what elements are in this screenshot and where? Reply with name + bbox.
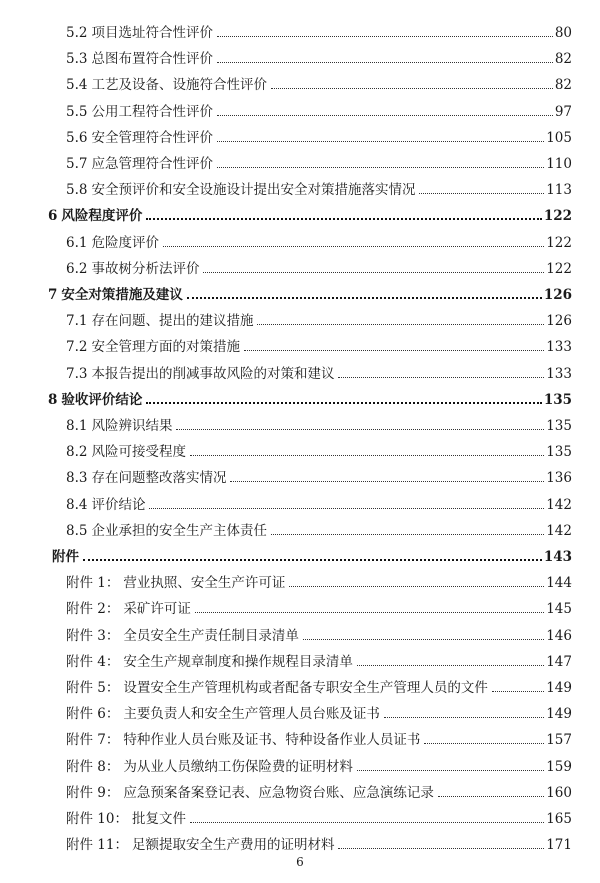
toc-leader-dots [257,323,544,325]
toc-leader-dots [146,217,541,220]
toc-entry-number: 附件 8： [66,758,120,775]
toc-entry-title: 企业承担的安全生产主体责任 [91,522,267,539]
toc-entry-number: 8.5 [66,522,88,539]
toc-entry-number: 7.3 [66,365,88,382]
toc-leader-dots [492,690,544,692]
toc-entry[interactable] [0,469,600,487]
toc-entry-page: 122 [546,260,572,277]
toc-entry-number: 5.8 [66,182,88,199]
toc-entry-number: 附件 7： [66,732,120,749]
toc-entry-title: 安全管理符合性评价 [91,129,213,146]
toc-entry-page: 143 [543,549,572,565]
toc-entry-number: 8.1 [66,418,88,434]
toc-entry[interactable] [0,24,600,42]
toc-entry[interactable] [0,443,600,461]
toc-entry[interactable] [0,155,600,173]
toc-leader-dots [176,428,544,430]
toc-entry-title: 风险可接受程度 [91,444,186,461]
toc-entry[interactable] [0,784,600,802]
toc-entry-title: 主要负责人和安全生产管理人员台账及证书 [123,706,380,723]
toc-entry-page: 142 [546,522,572,539]
toc-entry-title: 事故树分析法评价 [91,260,200,277]
toc-entry-number: 附件 6： [66,706,120,723]
toc-leader-dots [357,769,544,771]
toc-entry-page: 146 [546,627,572,644]
toc-entry-number: 8.4 [66,496,88,513]
toc-entry[interactable] [0,836,600,854]
toc-leader-dots [149,507,544,509]
toc-entry[interactable] [0,391,600,409]
toc-entry-title: 特种作业人员台账及证书、特种设备作业人员证书 [123,732,421,749]
toc-entry-page: 147 [546,653,572,670]
toc-entry[interactable] [0,234,600,252]
toc-entry[interactable] [0,496,600,514]
toc-leader-dots [190,454,544,456]
toc-entry-page: 136 [546,470,572,487]
toc-entry[interactable] [0,731,600,749]
toc-entry-number: 6.2 [66,260,88,277]
page-number: 6 [296,855,304,869]
toc-entry-page: 122 [546,234,572,251]
toc-entry-page: 149 [546,680,572,696]
toc-leader-dots [230,480,544,482]
toc-leader-dots [289,585,544,587]
toc-entry-number: 5.4 [66,77,88,94]
toc-entry-title: 存在问题、提出的建议措施 [91,313,254,330]
toc-entry-page: 135 [546,444,572,461]
toc-entry-page: 126 [543,287,572,303]
toc-entry-title: 应急预案备案登记表、应急物资台账、应急演练记录 [123,784,434,801]
toc-entry-number: 5.6 [66,129,88,146]
toc-entry-page: 144 [546,575,572,592]
toc-entry[interactable] [0,600,600,618]
toc-entry-title: 本报告提出的削减事故风险的对策和建议 [91,365,335,382]
toc-entry[interactable] [0,705,600,723]
toc-entry-page: 135 [546,418,572,434]
toc-entry-title: 风险辨识结果 [91,418,173,434]
toc-entry-title: 安全生产规章制度和操作规程目录清单 [123,653,353,670]
toc-entry-number: 5.3 [66,51,88,68]
toc-entry-title: 风险程度评价 [61,208,143,225]
toc-entry[interactable] [0,522,600,540]
toc-entry[interactable] [0,286,600,304]
toc-entry-page: 82 [554,51,572,68]
toc-entry-title: 营业执照、安全生产许可证 [123,575,286,592]
toc-entry-number: 5.2 [66,25,88,41]
toc-entry-page: 122 [543,208,572,225]
toc-entry-title: 安全管理方面的对策措施 [91,339,240,356]
toc-entry-page: 110 [546,156,572,172]
toc-entry-page: 105 [546,129,572,146]
toc-entry-number: 5.5 [66,103,88,120]
toc-entry-title: 危险度评价 [91,234,159,251]
toc-entry[interactable] [0,679,600,697]
toc-entry-page: 145 [546,601,572,618]
toc-entry-title: 存在问题整改落实情况 [91,470,227,487]
toc-entry-title: 批复文件 [131,811,186,827]
toc-entry[interactable] [0,181,600,199]
toc-entry-title: 足额提取安全生产费用的证明材料 [131,837,335,854]
toc-entry[interactable] [0,76,600,94]
toc-leader-dots [195,611,544,613]
toc-entry-title: 工艺及设备、设施符合性评价 [91,77,267,94]
toc-entry-number: 8 [48,391,58,408]
toc-entry-title: 安全预评价和安全设施设计提出安全对策措施落实情况 [91,182,416,199]
toc-entry-number: 5.7 [66,156,88,172]
toc-entry[interactable] [0,207,600,225]
toc-entry[interactable] [0,417,600,435]
toc-leader-dots [217,61,553,63]
toc-leader-dots [146,401,541,404]
toc-entry-title: 评价结论 [91,496,146,513]
toc-leader-dots [217,35,553,37]
toc-entry[interactable] [0,548,600,566]
toc-entry-page: 142 [546,496,572,513]
toc-entry-number: 8.3 [66,470,88,487]
toc-leader-dots [338,847,544,849]
toc-entry-title: 公用工程符合性评价 [91,103,213,120]
toc-entry-page: 126 [546,313,572,330]
toc-entry-title: 应急管理符合性评价 [91,156,213,172]
toc-entry-title: 验收评价结论 [61,391,143,408]
toc-entry-page: 113 [546,182,572,199]
toc-entry-number: 附件 3： [66,627,120,644]
toc-entry-number: 7 [48,287,58,303]
toc-entry[interactable] [0,129,600,147]
toc-leader-dots [217,166,544,168]
toc-leader-dots [438,795,544,797]
toc-leader-dots [217,114,553,116]
toc-entry-number: 6 [48,208,58,225]
toc-entry-page: 159 [546,758,572,775]
toc-entry[interactable] [0,338,600,356]
toc-entry[interactable] [0,103,600,121]
toc-entry-number: 6.1 [66,234,88,251]
toc-entry-page: 97 [554,103,572,120]
toc-entry-number: 附件 1： [66,575,120,592]
toc-entry[interactable] [0,810,600,828]
toc-leader-dots [357,664,544,666]
toc-entry-number: 附件 10： [66,811,128,827]
toc-entry-page: 133 [546,365,572,382]
toc-leader-dots [187,296,542,299]
toc-leader-dots [424,742,544,744]
toc-entry-title: 安全对策措施及建议 [61,287,183,303]
toc-entry-page: 157 [546,732,572,749]
toc-leader-dots [271,87,553,89]
toc-entry[interactable] [0,758,600,776]
toc-entry-number: 附件 4： [66,653,120,670]
toc-entry[interactable] [0,627,600,645]
toc-leader-dots [83,558,542,561]
toc-entry-page: 135 [543,391,572,408]
toc-entry-number: 7.1 [66,313,88,330]
toc-entry-number: 7.2 [66,339,88,356]
toc-entry-number: 附件 9： [66,784,120,801]
toc-entry-page: 160 [546,784,572,801]
toc-entry[interactable] [0,50,600,68]
toc-entry-title: 采矿许可证 [123,601,191,618]
toc-entry-page: 82 [554,77,572,94]
toc-entry[interactable] [0,574,600,592]
toc-entry-number: 8.2 [66,444,88,461]
toc-entry-page: 80 [554,25,572,41]
toc-entry-title: 全员安全生产责任制目录清单 [123,627,299,644]
toc-leader-dots [244,349,544,351]
toc-entry[interactable] [0,260,600,278]
toc-entry-title: 总图布置符合性评价 [91,51,213,68]
toc-entry-number: 附件 2： [66,601,120,618]
toc-entry-title: 附件 [52,549,79,565]
toc-leader-dots [338,376,544,378]
toc-leader-dots [271,533,544,535]
toc-entry-title: 项目选址符合性评价 [91,25,213,41]
toc-entry[interactable] [0,312,600,330]
toc-entry[interactable] [0,365,600,383]
toc-entry-page: 149 [546,706,572,723]
toc-entry-page: 171 [546,837,572,854]
toc-leader-dots [163,245,544,247]
toc-leader-dots [190,821,544,823]
toc-entry-page: 165 [546,811,572,827]
toc-leader-dots [217,140,544,142]
toc-leader-dots [419,192,544,194]
toc-entry-title: 为从业人员缴纳工伤保险费的证明材料 [123,758,353,775]
toc-leader-dots [303,638,544,640]
toc-leader-dots [203,271,544,273]
toc-entry-number: 附件 5： [66,680,120,696]
toc-entry-number: 附件 11： [66,837,128,854]
toc-entry[interactable] [0,653,600,671]
toc-entry-page: 133 [546,339,572,356]
toc-leader-dots [384,716,544,718]
toc-entry-title: 设置安全生产管理机构或者配备专职安全生产管理人员的文件 [123,680,488,696]
